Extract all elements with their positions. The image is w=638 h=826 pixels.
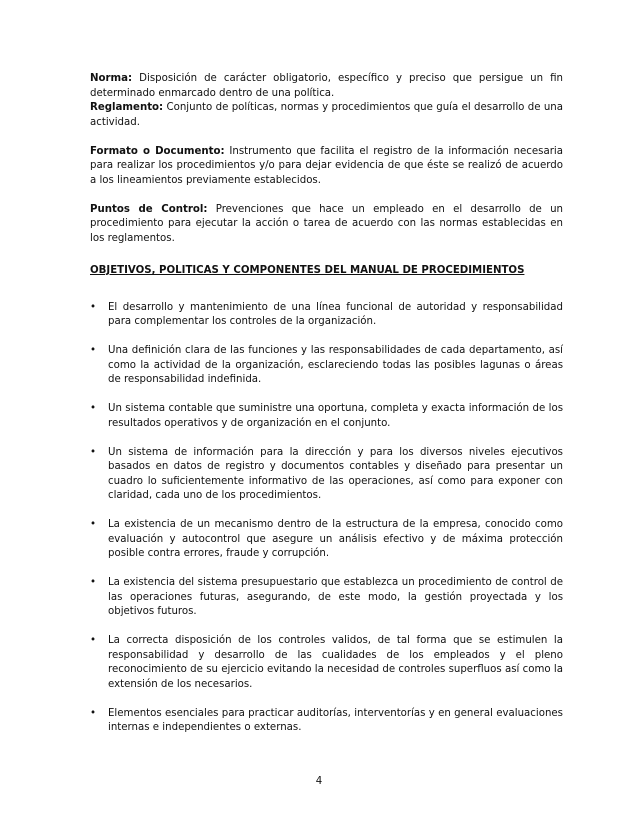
list-item-text: La existencia de un mecanismo dentro de la estructura de la empresa, conocido como evaluación y autocontrol que asegure un análisis efectivo y de máxima protección posible contra errores, fraude y corrupción. — [108, 519, 563, 559]
definition-norma — [90, 72, 563, 101]
definition-reglamento — [90, 101, 563, 130]
bullet-icon: • — [90, 301, 97, 313]
list-item-text: Una definición clara de las funciones y las responsabilidades de cada departamento, así como la actividad de la organización, esclareciendo todas las posibles lagunas o áreas de responsabilidad indefinida. — [108, 345, 563, 385]
bullet-icon: • — [90, 403, 97, 414]
list-item — [90, 576, 563, 620]
definition-puntos-control — [90, 203, 563, 247]
list-item — [90, 707, 563, 736]
section-title: OBJETIVOS, POLITICAS Y COMPONENTES DEL MANUAL DE PROCEDIMIENTOS — [90, 265, 525, 276]
definition-term: Puntos de Control: — [90, 203, 208, 215]
bullet-icon: • — [90, 635, 97, 646]
list-item-text: Un sistema contable que suministre una oportuna, completa y exacta información de los resultados operativos y de organización en el conjunto. — [108, 403, 563, 429]
definition-text: Instrumento que facilita el registro de la información necesaria para realizar los procedimientos y/o para dejar evidencia de que éste se realizó de acuerdo a los lineamientos previamente establecidos. — [90, 145, 563, 186]
list-item-text: La correcta disposición de los controles validos, de tal forma que se estimulen la responsabilidad y desarrollo de las cualidades de los empleados y el pleno reconocimiento de su ejercicio evitando la necesidad de controles superfluos así como la extensión de los necesarios. — [108, 635, 563, 690]
definition-formato — [90, 145, 563, 189]
list-item-text: La existencia del sistema presupuestario que establezca un procedimiento de control de las operaciones futuras, asegurando, de este modo, la gestión proyectada y los objetivos futuros. — [108, 577, 563, 617]
list-item — [90, 446, 563, 504]
document-page — [90, 72, 563, 750]
list-item — [90, 402, 563, 431]
definition-term: Formato o Documento: — [90, 145, 225, 157]
list-item — [90, 634, 563, 692]
definition-term: Norma: — [90, 73, 133, 84]
list-item-text: El desarrollo y mantenimiento de una línea funcional de autoridad y responsabilidad para complementar los controles de la organización. — [108, 301, 563, 327]
list-item — [90, 518, 563, 562]
bullet-icon: • — [90, 577, 97, 588]
definition-text: Disposición de carácter obligatorio, específico y preciso que persigue un fin determinado enmarcado dentro de una política. — [90, 73, 563, 99]
list-item-text: Elementos esenciales para practicar auditorías, interventorías y en general evaluaciones internas e independientes o externas. — [108, 707, 563, 733]
bullet-icon: • — [90, 345, 97, 356]
bullet-icon: • — [90, 519, 97, 530]
definition-text: Conjunto de políticas, normas y procedimientos que guía el desarrollo de una actividad. — [90, 102, 564, 128]
list-item — [90, 344, 563, 388]
definition-text: Prevenciones que hace un empleado en el desarrollo de un procedimiento para ejecutar la acción o tarea de acuerdo con las normas establecidas en los reglamentos. — [90, 203, 563, 244]
page-number: 4 — [315, 776, 323, 787]
definition-term: Reglamento: — [90, 102, 164, 113]
list-item-text: Un sistema de información para la dirección y para los diversos niveles ejecutivos basados en datos de registro y documentos contables y diseñado para presentar un cuadro lo suficientemente informativo de las operaciones, así como para exponer con claridad, cada uno de los procedimientos. — [108, 446, 563, 501]
bullet-icon: • — [90, 446, 97, 458]
bullet-list — [90, 301, 563, 736]
list-item — [90, 301, 563, 330]
bullet-icon: • — [90, 707, 97, 719]
